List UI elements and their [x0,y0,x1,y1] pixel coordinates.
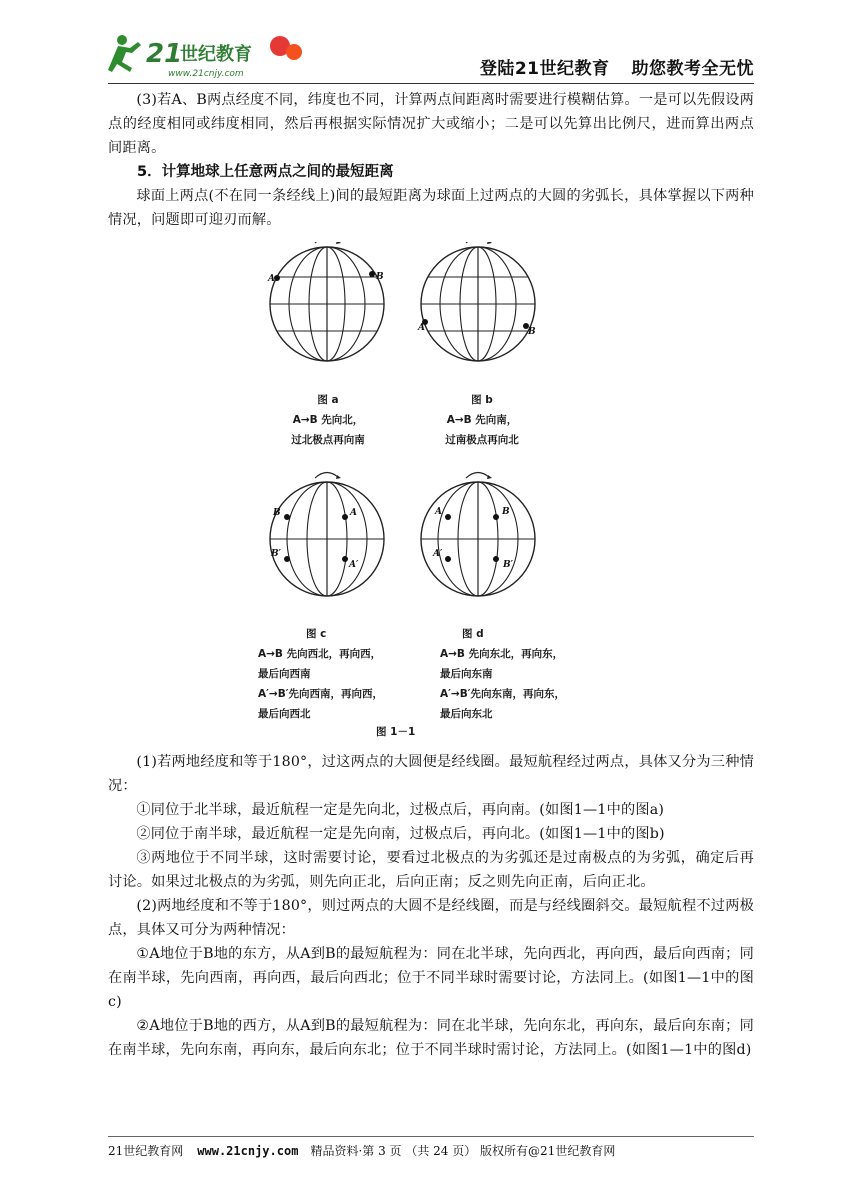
label-a-B: B [376,272,384,282]
page-footer [108,1136,754,1166]
header-slogan [480,54,754,79]
caption-d-title: 图 d [462,628,484,640]
logo-url: www.21cnjy.com [168,69,244,79]
paragraph-1: (3)若A、B两点经度不同，纬度也不同，计算两点间距离时需要进行模糊估算。一是可以先假设两点的经度相同或纬度相同，然后再根据实际情况扩大或缩小；二是可以先算出比例尺，进而算出两点间距离。 [108,92,754,156]
paragraph-7: (2)两地经度和不等于180°，则过两点的大圆不是经线圈，而是与经线圈斜交。最短航程不过两极点，具体又可分为两种情况： [108,898,754,938]
footer-left: 21世纪教育网 [108,1144,184,1158]
section-heading-5: 5．计算地球上任意两点之间的最短距离 [137,164,394,180]
caption-c-line3: A′→B′先向西南，再向西， [258,688,383,700]
label-b-A: A [418,323,425,333]
figure-caption: 图 1－1 [376,726,416,738]
paragraph-9: ②A地位于B地的西方，从A到B的最短航程为：同在北半球，先向东北，再向东，最后向东南；同在南半球，先向东南，再向东，最后向东北；位于不同半球时需讨论，方法同上。(如图1—1中的图d) [108,1018,754,1058]
logo-21cnjy [108,28,308,82]
page-content [108,88,754,1062]
logo-text: 世纪教育 [180,44,252,65]
caption-c [258,624,383,724]
page-header [108,28,754,84]
caption-c-line1: A→B 先向西北，再向西， [258,648,382,660]
caption-d [440,624,565,724]
paragraph-4: ①同位于北半球，最近航程一定是先向北，过极点后，再向南。(如图1—1中的图a) [136,802,665,818]
caption-a-line1: A→B 先向北， [292,414,364,426]
paragraph-8: ①A地位于B地的东方，从A到B的最短航程为：同在北半球，先向西北，再向西，最后向西南；同在南半球，先向西南，再向西，最后向西北；位于不同半球时需要讨论，方法同上。(如图1—1中的图c) [108,946,754,1010]
label-a-A: A [268,274,275,284]
logo-mark: 21 [146,39,183,69]
caption-d-line3: A′→B′先向东南，再向东， [440,688,565,700]
caption-d-line1: A→B 先向东北，再向东， [440,648,564,660]
caption-d-line2: 最后向东南 [440,668,493,680]
globe-a [270,242,384,361]
label-c-A: A [350,508,357,518]
globe-c [270,473,384,597]
caption-b-line1: A→B 先向南， [446,414,518,426]
globe-d [421,473,535,597]
footer-right: 精品资料·第 3 页 （共 24 页） 版权所有@21世纪教育网 [310,1144,616,1158]
label-c-B2: B′ [271,549,281,559]
paragraph-5: ②同位于南半球，最近航程一定是先向南，过极点后，再向北。(如图1—1中的图b) [136,826,665,842]
label-d-A: A [435,507,442,517]
label-d-B2: B′ [503,560,513,570]
slogan-left: 登陆21世纪教育 [479,59,610,79]
caption-a-title: 图 a [317,394,339,406]
caption-c-line4: 最后向西北 [258,708,311,720]
caption-c-title: 图 c [306,628,327,640]
runner-icon [108,35,141,72]
caption-b-line2: 过南极点再向北 [445,434,519,446]
footer-site-link[interactable]: www.21cnjy.com [197,1144,299,1158]
globe-b [421,242,535,361]
caption-b [412,390,552,450]
label-c-A2: A′ [349,560,359,570]
paragraph-6: ③两地位于不同半球，这时需要讨论，要看过北极点的为劣弧还是过南极点的为劣弧，确定后再讨论。如果过北极点的为劣弧，则先向正北，后向正南；反之则先向正南，后向正北。 [108,850,754,890]
caption-b-title: 图 b [471,394,493,406]
label-d-A2: A′ [433,549,443,559]
label-b-B: B [528,327,536,337]
paragraph-3: (1)若两地经度和等于180°，过这两点的大圆便是经线圈。最短航程经过两点，具体又分为三种情况： [108,754,754,794]
caption-a-line2: 过北极点再向南 [291,434,365,446]
label-c-B: B [273,508,281,518]
caption-a [258,390,398,450]
label-d-B: B [502,507,510,517]
slogan-right: 助您教考全无忧 [631,59,754,79]
paragraph-2: 球面上两点(不在同一条经线上)间的最短距离为球面上过两点的大圆的劣弧长，具体掌握以下两种情况，问题即可迎刃而解。 [108,188,754,228]
figure-1-1 [108,242,754,744]
caption-d-line4: 最后向东北 [440,708,493,720]
caption-c-line2: 最后向西南 [258,668,311,680]
